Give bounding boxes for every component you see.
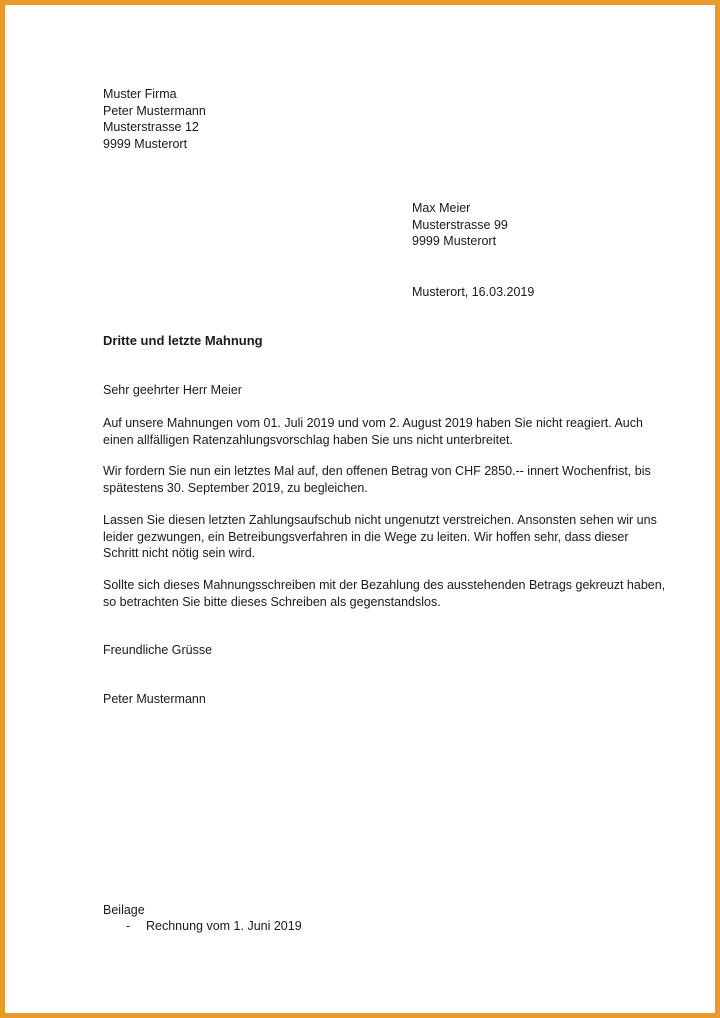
recipient-street: Musterstrasse 99 (412, 217, 508, 232)
salutation: Sehr geehrter Herr Meier (103, 383, 242, 397)
sender-name: Peter Mustermann (103, 103, 206, 118)
paragraph-line: so betrachten Sie bitte dieses Schreiben als gegenstandslos. (103, 594, 441, 609)
enclosure-bullet: - (126, 919, 131, 933)
paragraph-line: Wir fordern Sie nun ein letztes Mal auf, den offenen Betrag von CHF 2850.-- innert Wochenfrist, bis (103, 464, 651, 478)
paragraph-line: spätestens 30. September 2019, zu begleichen. (103, 480, 368, 495)
date-line: Musterort, 16.03.2019 (412, 285, 535, 299)
paragraph-line: Lassen Sie diesen letzten Zahlungsaufschub nicht ungenutzt verstreichen. Ansonsten sehen wir uns (103, 513, 657, 527)
sender-city: 9999 Musterort (103, 136, 188, 151)
paragraph-line: leider gezwungen, ein Betreibungsverfahren in die Wege zu leiten. Wir hoffen sehr, dass dieser (103, 529, 629, 544)
enclosure-item (126, 918, 302, 935)
enclosure-item-text: Rechnung vom 1. Juni 2019 (146, 919, 302, 933)
signature-name: Peter Mustermann (103, 692, 206, 706)
sender-street: Musterstrasse 12 (103, 120, 199, 134)
sender-address (103, 86, 206, 152)
paragraph-line: Sollte sich dieses Mahnungsschreiben mit der Bezahlung des ausstehenden Betrags gekreuzt haben, (103, 578, 666, 592)
paragraph-payment-demand (103, 463, 663, 496)
paragraph-prior-reminders (103, 415, 663, 448)
recipient-address (412, 200, 508, 250)
recipient-city: 9999 Musterort (412, 234, 497, 248)
paragraph-warning (103, 512, 663, 562)
sender-company: Muster Firma (103, 87, 177, 101)
recipient-name: Max Meier (412, 201, 471, 215)
closing: Freundliche Grüsse (103, 643, 213, 657)
paragraph-disregard (103, 577, 666, 610)
paragraph-line: einen allfälligen Ratenzahlungsvorschlag haben Sie uns nicht unterbreitet. (103, 432, 513, 447)
paragraph-line: Auf unsere Mahnungen vom 01. Juli 2019 und vom 2. August 2019 haben Sie nicht reagiert. Auch (103, 416, 643, 430)
letter-subject: Dritte und letzte Mahnung (103, 333, 263, 348)
enclosure-label: Beilage (103, 903, 145, 917)
paragraph-line: Schritt nicht nötig sein wird. (103, 546, 256, 560)
